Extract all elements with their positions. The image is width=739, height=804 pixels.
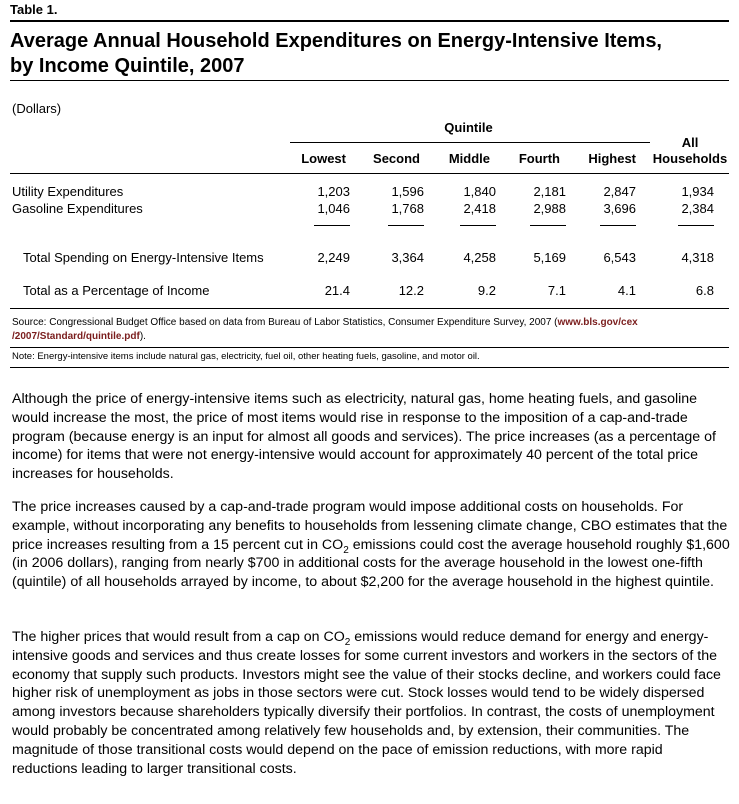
units-label: (Dollars) xyxy=(12,101,62,116)
table-cell: 1,203 xyxy=(317,184,350,199)
table-cell: 2,249 xyxy=(317,250,350,265)
table-cell: 1,768 xyxy=(391,201,424,216)
table-cell: 1,840 xyxy=(463,184,496,199)
table-note: Note: Energy-intensive items include natural gas, electricity, fuel oil, other heating fuels, gasoline, and motor oil. xyxy=(12,351,480,362)
source-prefix: Source: Congressional Budget Office based on data from Bureau of Labor Statistics, Consumer Expenditure Survey, 2007 ( xyxy=(12,317,558,328)
title-rule xyxy=(10,80,729,81)
sum-rule xyxy=(314,225,350,226)
table-cell: 21.4 xyxy=(324,283,350,298)
sum-rule xyxy=(388,225,424,226)
sum-rule xyxy=(678,225,714,226)
header-rule xyxy=(10,173,729,174)
table-title xyxy=(10,29,729,79)
source-link-part-2[interactable]: /2007/Standard/quintile.pdf xyxy=(12,331,140,342)
row-label-utility: Utility Expenditures xyxy=(12,184,124,199)
body-paragraph-1: Although the price of energy-intensive items such as electricity, natural gas, home heating fuels, and gasoline would increase the most, the price of most items would rise in response to the imposition of a cap-and-trade program (because energy is an input for almost all goods and services). The price increases (as a percentage of income) for items that were not energy-intensive would account for approximately 40 percent of the total price increases for households. xyxy=(12,391,716,483)
all-households-header xyxy=(648,135,732,167)
column-header-middle: Middle xyxy=(448,151,490,166)
paragraph-3-text-b: emissions would reduce demand for energy and energy-intensive goods and services and thus create losses for some current investors and workers in the sectors of the economy that supply such products. Investors might see the value of their stocks decline, and workers could face higher risk of unemployment as jobs in those sectors were cut. Stock losses would tend to be widely dispersed among investors because shareholders typically diversify their portfolios. In contrast, the costs of unemployment would probably be concentrated among relatively few households and, by extension, their communities. The magnitude of those transitional costs would depend on the pace of emission reductions, with more rapid reductions leading to larger transitional costs. xyxy=(12,629,721,777)
table-cell: 6.8 xyxy=(695,283,714,298)
table-cell: 2,847 xyxy=(603,184,636,199)
column-header-fourth: Fourth xyxy=(518,151,560,166)
paragraph-3-text-a: The higher prices that would result from a cap on CO xyxy=(12,629,345,645)
row-label-percent-income: Total as a Percentage of Income xyxy=(23,283,210,298)
all-households-line-2: Households xyxy=(652,151,728,166)
title-line-1: Average Annual Household Expenditures on Energy-Intensive Items, xyxy=(10,30,662,52)
table-cell: 3,696 xyxy=(603,201,636,216)
row-label-total-spending: Total Spending on Energy-Intensive Items xyxy=(23,250,264,265)
sum-rule xyxy=(460,225,496,226)
table-cell: 9.2 xyxy=(477,283,496,298)
note-end-rule xyxy=(10,367,729,368)
sum-rule xyxy=(530,225,566,226)
source-note xyxy=(12,316,728,344)
table-cell: 2,988 xyxy=(533,201,566,216)
body-paragraph-2 xyxy=(12,498,732,592)
all-households-line-1: All xyxy=(681,135,699,150)
column-header-highest: Highest xyxy=(588,151,636,166)
column-header-lowest: Lowest xyxy=(301,151,346,166)
co2-subscript: 2 xyxy=(344,637,351,648)
note-rule xyxy=(10,347,729,348)
table-cell: 2,181 xyxy=(533,184,566,199)
top-rule xyxy=(10,20,729,22)
co2-subscript: 2 xyxy=(343,544,349,556)
quintile-header: Quintile xyxy=(444,120,493,135)
table-cell: 7.1 xyxy=(547,283,566,298)
source-suffix: ). xyxy=(139,331,146,342)
table-cell: 3,364 xyxy=(391,250,424,265)
table-cell: 1,596 xyxy=(391,184,424,199)
body-paragraph-3 xyxy=(12,628,732,778)
table-cell: 6,543 xyxy=(603,250,636,265)
source-link-part-1[interactable]: www.bls.gov/cex xyxy=(557,317,638,328)
table-cell: 5,169 xyxy=(533,250,566,265)
sum-rule xyxy=(600,225,636,226)
paragraph-2-text-a: The price increases caused by a cap-and-trade program would impose additional costs on households. For example, without incorporating any benefits to households from lessening climate change, CBO estimates that the price increases resulting from a 15 percent cut in CO xyxy=(12,499,728,553)
paragraph-2-text-b: emissions could cost the average household roughly $1,600 (in 2006 dollars), ranging from nearly $700 in additional costs for the average household in the lowest one-fifth (quintile) of all households arrayed by income, to about $2,200 for the average household in the highest quintile. xyxy=(12,536,730,591)
table-cell: 2,384 xyxy=(681,201,714,216)
title-line-2: by Income Quintile, 2007 xyxy=(10,55,245,77)
table-cell: 4,318 xyxy=(681,250,714,265)
column-header-second: Second xyxy=(373,151,420,166)
row-label-gasoline: Gasoline Expenditures xyxy=(12,201,143,216)
table-cell: 1,046 xyxy=(317,201,350,216)
table-cell: 2,418 xyxy=(463,201,496,216)
quintile-rule xyxy=(290,142,650,143)
table-number: Table 1. xyxy=(10,2,58,17)
table-cell: 12.2 xyxy=(398,283,424,298)
table-cell: 1,934 xyxy=(681,184,714,199)
table-bottom-rule xyxy=(10,308,729,309)
table-cell: 4,258 xyxy=(463,250,496,265)
table-cell: 4.1 xyxy=(617,283,636,298)
